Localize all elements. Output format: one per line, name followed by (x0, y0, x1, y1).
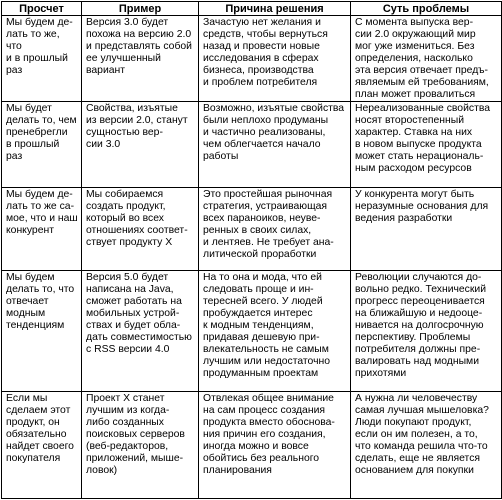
comparison-table (1, 1, 502, 499)
table-cell: Мы будет делать то, чем пренебрегли в прошлый раз (2, 102, 82, 188)
table-cell: Мы собираемся создать продукт, который во всех отношениях соответ- ствует продукту Х (82, 188, 199, 271)
table-cell: Мы будем де- лать то же са- мое, что и наш конкурент (2, 188, 82, 271)
table-header-row (2, 2, 502, 16)
table-row (2, 271, 502, 392)
table-row (2, 392, 502, 499)
table-cell: А нужна ли человечеству самая лучшая мышеловка? Люди покупают продукт, если он им полезен, а то, что команда решила что-то сделать, еще не является основанием для покупки (351, 392, 502, 499)
table-cell: Зачастую нет желания и средств, чтобы вернуться назад и провести новые исследования в сферах бизнеса, производства и проблем потребителя (199, 16, 351, 102)
table-row (2, 16, 502, 102)
table-cell: У конкурента могут быть неразумные основания для ведения разработки (351, 188, 502, 271)
column-header-miscalculation: Просчет (2, 2, 82, 16)
table-cell: Это простейшая рыночная стратегия, устраивающая всех параноиков, неуве- ренных в своих силах, и лентяев. Не требует ана- литической проработки (199, 188, 351, 271)
table-cell: Свойства, изъятые из версии 2.0, станут сущностью вер- сии 3.0 (82, 102, 199, 188)
table-cell: С момента выпуска вер- сии 2.0 окружающий мир мог уже измениться. Без определения, насколько эта версия отвечает предъ- являемым ей требованиям, план может провалиться (351, 16, 502, 102)
column-header-example: Пример (82, 2, 199, 16)
table-cell: Версия 5.0 будет написана на Java, сможет работать на мобильных устрой- ствах и будет обла- дать совместимостью с RSS версии 4.0 (82, 271, 199, 392)
table-cell: Нереализованные свойства носят второстепенный характер. Ставка на них в новом выпуске продукта может стать нерациональ- ным расходом ресурсов (351, 102, 502, 188)
column-header-essence: Суть проблемы (351, 2, 502, 16)
table-cell: Революции случаются до- вольно редко. Технический прогресс переоценивается на ближайшую и недооце- нивается на долгосрочную перспективу. Проблемы потребителя должны пре- валировать над модными прихотями (351, 271, 502, 392)
table-cell: Версия 3.0 будет похожа на версию 2.0 и представлять собой ее улучшенный вариант (82, 16, 199, 102)
table-cell: Проект Х станет лучшим из когда- либо созданных поисковых серверов (веб-редакторов, приложений, мыше- ловок) (82, 392, 199, 499)
table-row (2, 188, 502, 271)
table-cell: Если мы сделаем этот продукт, он обязательно найдет своего покупателя (2, 392, 82, 499)
table-cell: Отвлекая общее внимание на сам процесс создания продукта вместо обоснова- ния причин его создания, иногда можно и вовсе обойтись без реального планирования (199, 392, 351, 499)
table-cell: Возможно, изъятые свойства были неплохо продуманы и частично реализованы, чем облегчается начало работы (199, 102, 351, 188)
column-header-reason: Причина решения (199, 2, 351, 16)
table-cell: Мы будем де- лать то же, что и в прошлый раз (2, 16, 82, 102)
table-row (2, 102, 502, 188)
table-cell: На то она и мода, что ей следовать проще и ин- тересней всего. У людей пробуждается интерес к модным тенденциям, придавая дешевую при- влекательность не самым лучшим или недостаточно продуманным проектам (199, 271, 351, 392)
table-cell: Мы будем делать то, что отвечает модным тенденциям (2, 271, 82, 392)
